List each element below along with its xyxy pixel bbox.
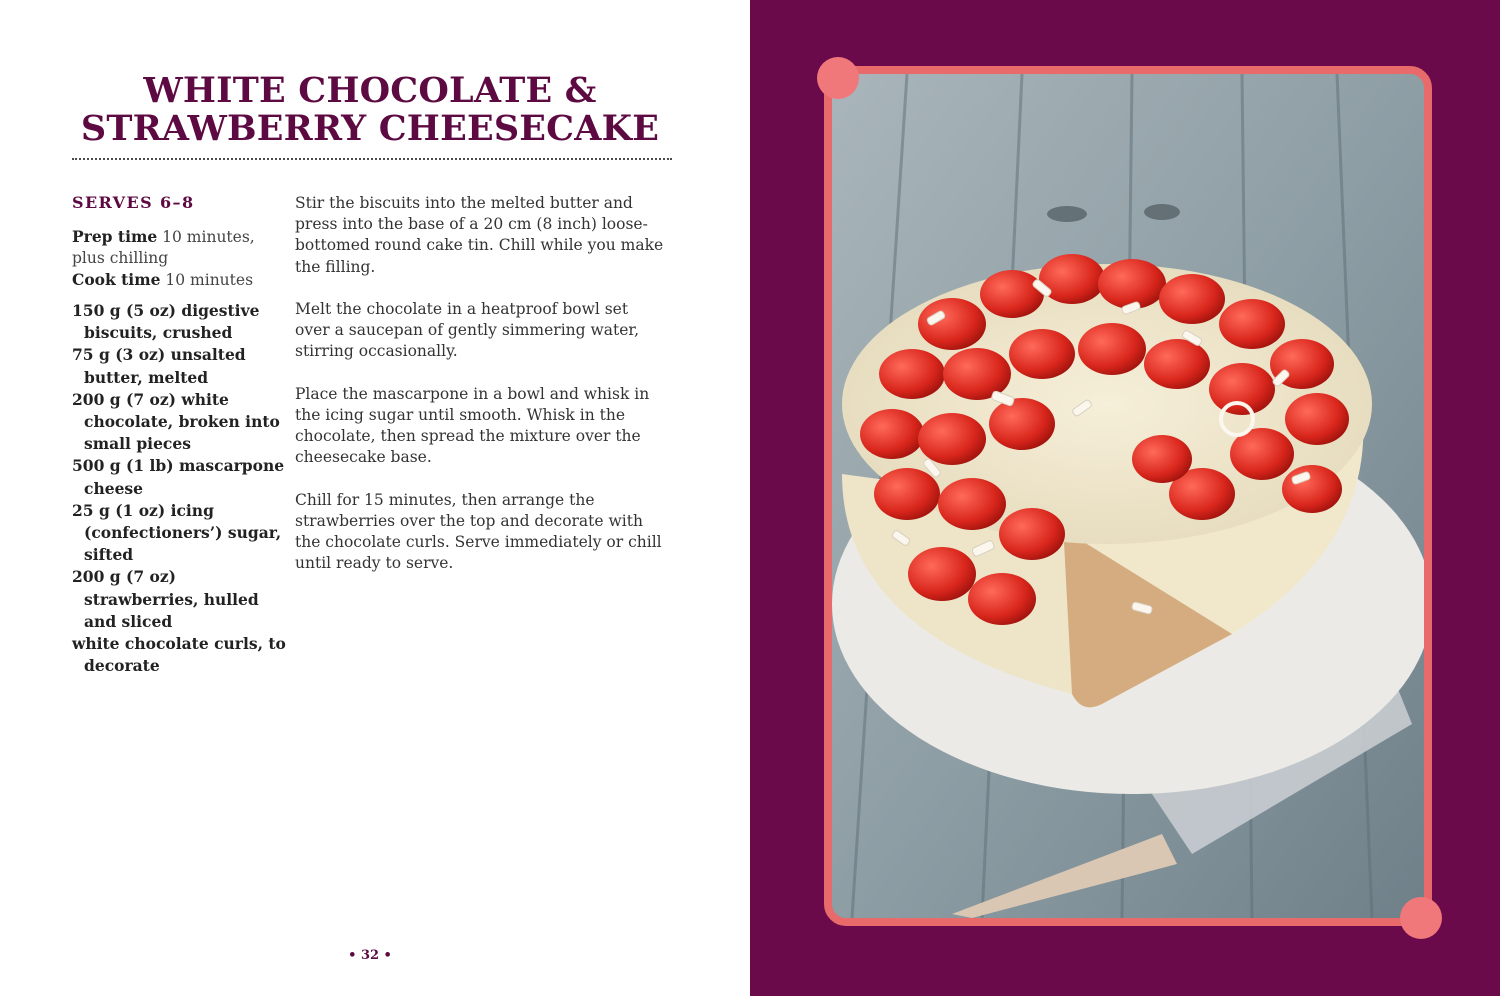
prep-time-value: 10 minutes, plus chilling (72, 228, 255, 267)
ingredient-item (72, 389, 287, 456)
ingredient-text: white chocolate curls, to decorate (72, 634, 286, 676)
ingredient-item (72, 633, 287, 677)
photo-frame (824, 66, 1432, 926)
method-step: Chill for 15 minutes, then arrange the strawberries over the top and decorate with the chocolate curls. Serve immediately or chill until ready to serve. (295, 490, 662, 573)
ingredient-text: 75 g (3 oz) unsalted butter, melted (72, 345, 246, 387)
method-step: Melt the chocolate in a heatproof bowl set over a saucepan of gently simmering water, stirring occasionally. (295, 300, 640, 361)
recipe-title-line-2: STRAWBERRY CHEESECAKE (80, 108, 660, 149)
ingredient-item (72, 566, 287, 633)
prep-time (72, 226, 272, 269)
method-step: Stir the biscuits into the melted butter and press into the base of a 20 cm (8 inch) loose-bottomed round cake tin. Chill while you make the filling. (295, 194, 664, 276)
ingredient-text: 500 g (1 lb) mascarpone cheese (72, 456, 285, 498)
cook-time-value: 10 minutes (160, 271, 254, 289)
serves-label: SERVES 6–8 (72, 193, 195, 212)
cook-time-label: Cook time (72, 270, 161, 289)
ingredient-text: 150 g (5 oz) digestive biscuits, crushed (72, 301, 260, 343)
ingredient-item (72, 344, 287, 388)
ingredient-item (72, 300, 287, 344)
recipe-title (70, 72, 670, 148)
ingredient-text: 200 g (7 oz) strawberries, hulled and sliced (72, 567, 259, 631)
recipe-times (72, 226, 272, 291)
method-steps (295, 193, 665, 596)
page-number: • 32 • (348, 948, 392, 963)
method-step: Place the mascarpone in a bowl and whisk in the icing sugar until smooth. Whisk in the chocolate, then spread the mixture over the cheesecake base. (295, 384, 650, 467)
frame-corner-dot (1400, 897, 1442, 939)
ingredient-list (72, 300, 287, 677)
frame-corner-dot (817, 57, 859, 99)
ingredient-text: 25 g (1 oz) icing (confectioners’) sugar, sifted (72, 500, 282, 565)
cook-time (72, 269, 272, 291)
prep-time-label: Prep time (72, 227, 158, 246)
ingredient-item (72, 455, 287, 499)
cheesecake-photo (832, 74, 1424, 918)
recipe-title-line-1: WHITE CHOCOLATE & (143, 70, 597, 111)
ingredient-item (72, 500, 287, 567)
dotted-divider (72, 158, 672, 160)
ingredient-text: 200 g (7 oz) white chocolate, broken into small pieces (72, 389, 280, 454)
